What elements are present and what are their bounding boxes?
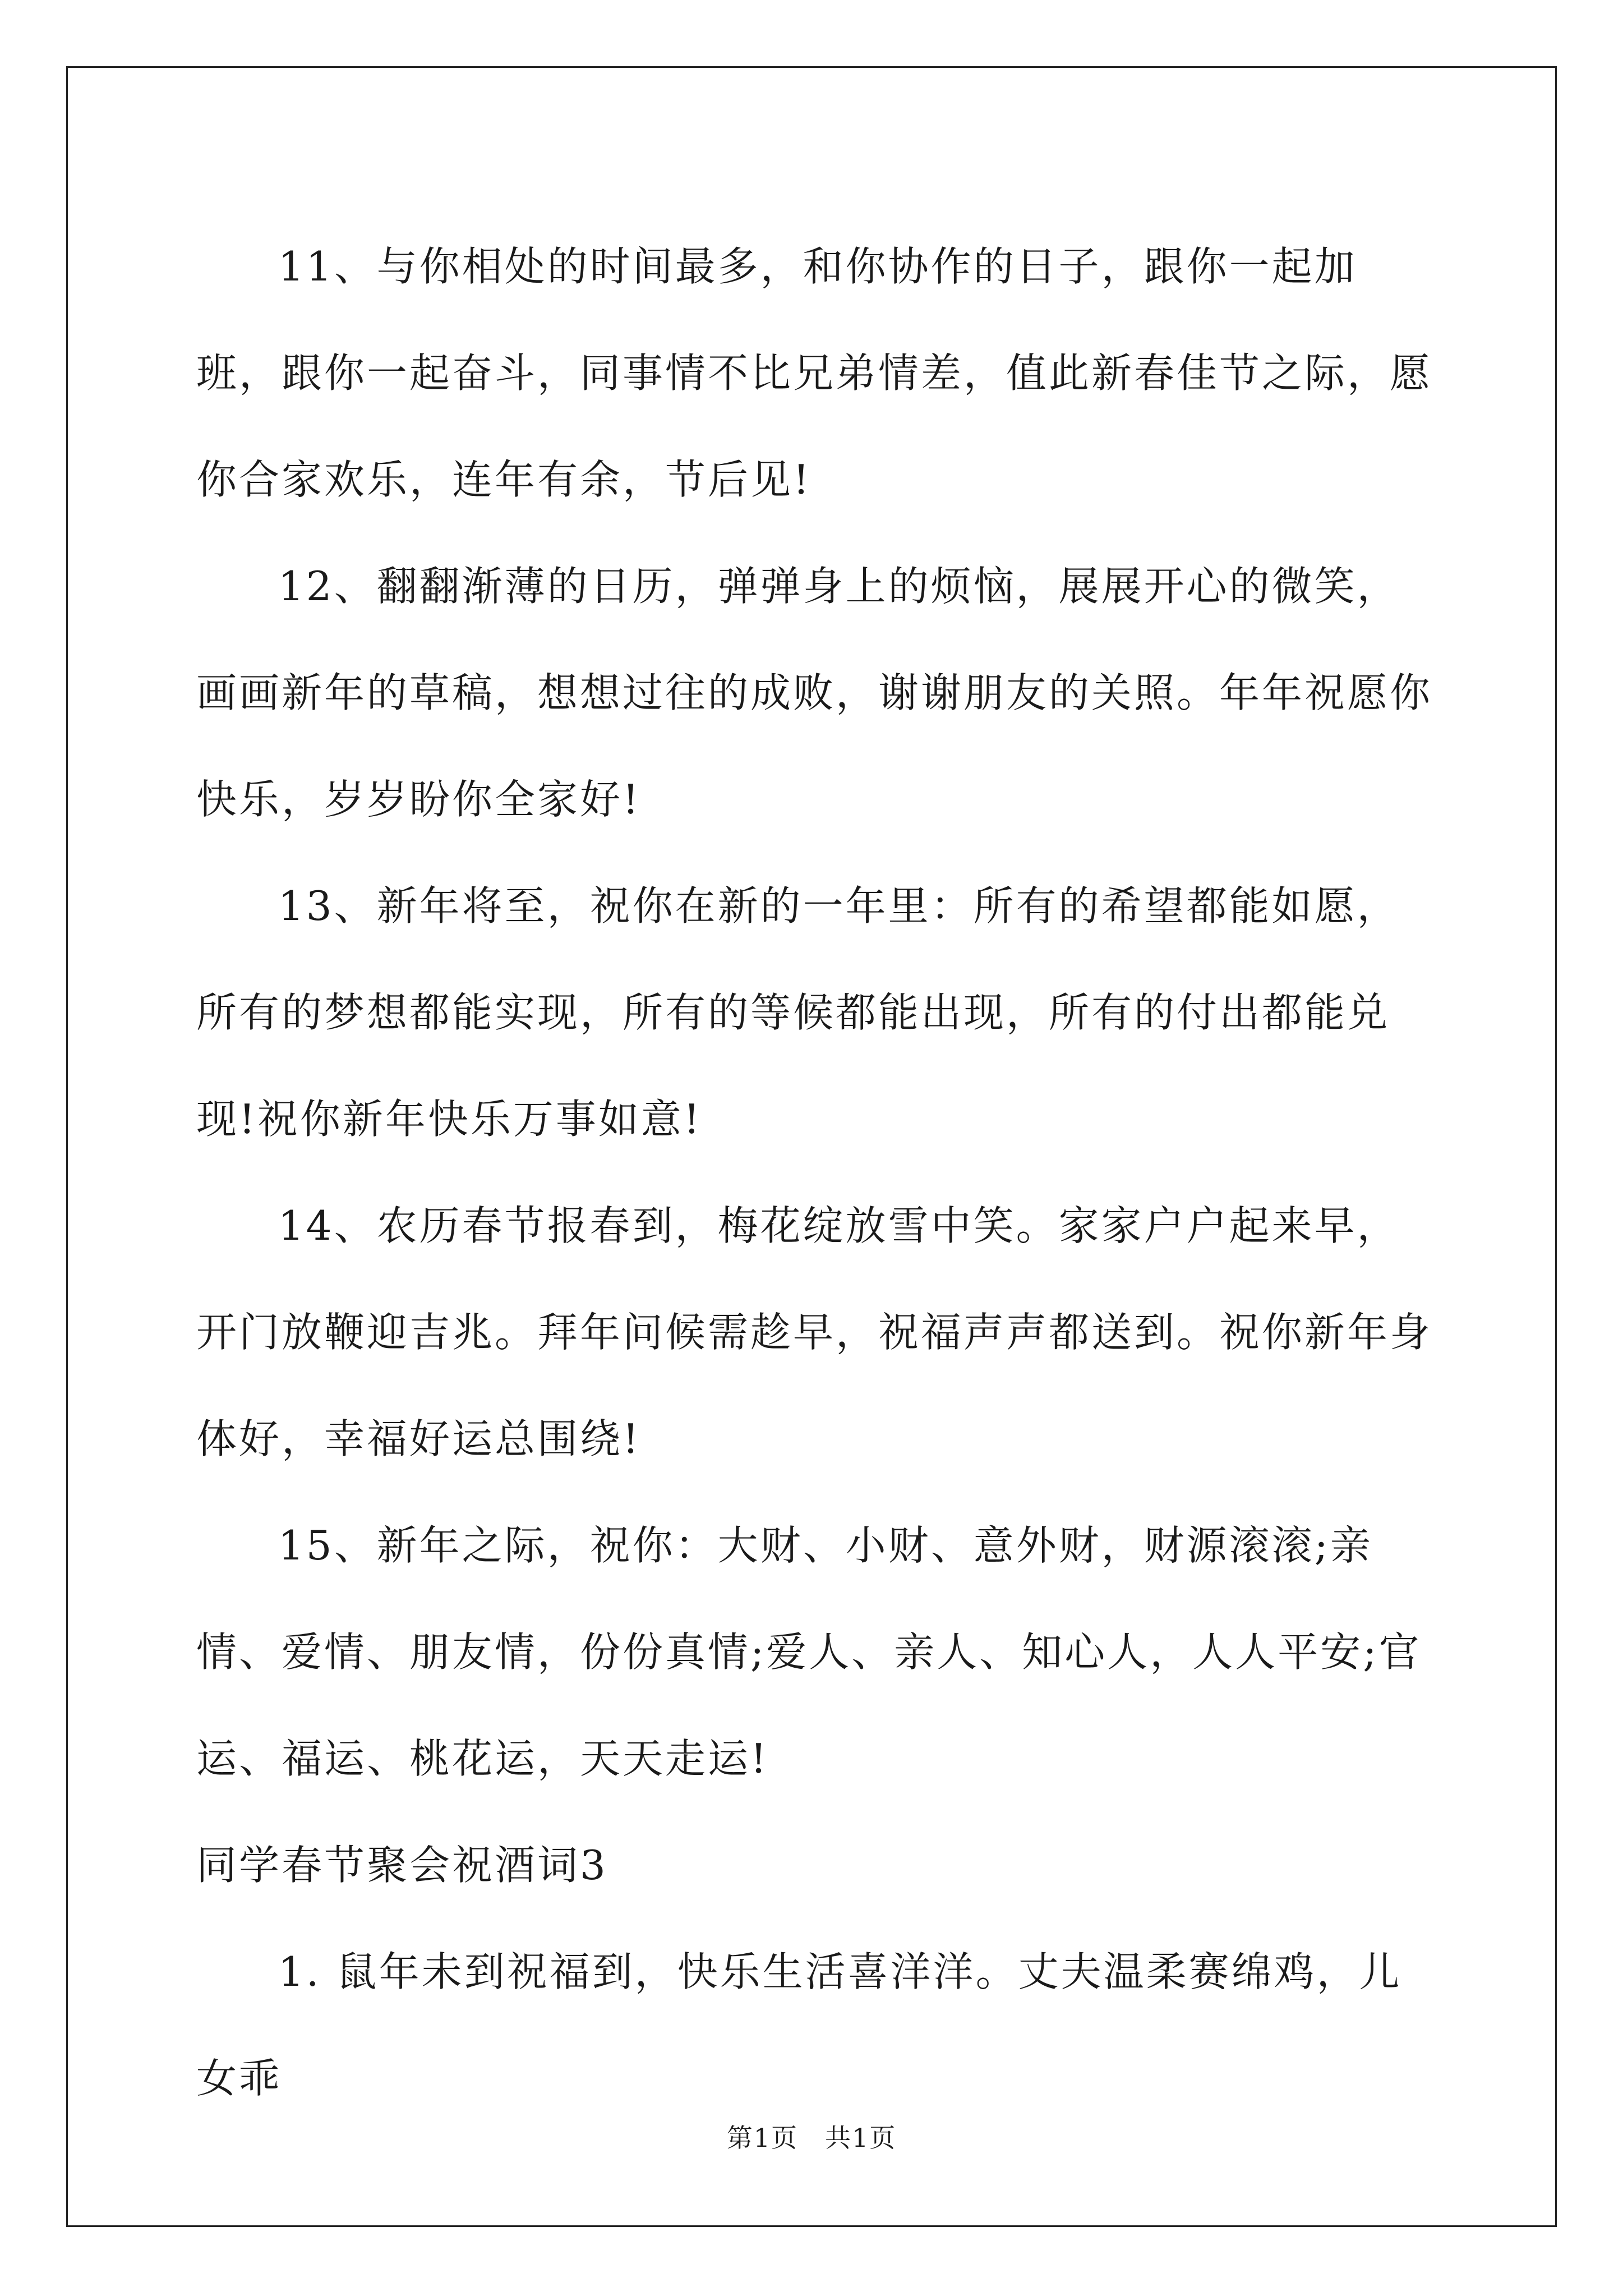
- page-number: 第1页: [726, 2123, 798, 2153]
- paragraph-12: 12、翻翻渐薄的日历，弹弹身上的烦恼，展展开心的微笑，画画新年的草稿，想想过往的成败，谢谢朋友的关照。年年祝愿你快乐，岁岁盼你全家好!: [196, 563, 1433, 823]
- paragraph-14: 14、农历春节报春到，梅花绽放雪中笑。家家户户起来早，开门放鞭迎吉兆。拜年问候需趁早，祝福声声都送到。祝你新年身体好，幸福好运总围绕!: [196, 1202, 1433, 1462]
- page-total: 共1页: [825, 2123, 897, 2153]
- section-heading: 同学春节聚会祝酒词3: [196, 1842, 608, 1889]
- paragraph-11: 11、与你相处的时间最多，和你协作的日子，跟你一起加班，跟你一起奋斗，同事情不比兄弟情差，值此新春佳节之际，愿你合家欢乐，连年有余，节后见!: [196, 243, 1433, 503]
- paragraph-15: 15、新年之际，祝你：大财、小财、意外财，财源滚滚;亲情、爱情、朋友情，份份真情;爱人、亲人、知心人，人人平安;官运、福运、桃花运，天天走运!: [196, 1522, 1422, 1782]
- paragraph-13: 13、新年将至，祝你在新的一年里：所有的希望都能如愿，所有的梦想都能实现，所有的等候都能出现，所有的付出都能兑现!祝你新年快乐万事如意!: [196, 882, 1400, 1143]
- paragraph-1: 1. 鼠年未到祝福到，快乐生活喜洋洋。丈夫温柔赛绵鸡，儿女乖: [196, 1948, 1402, 2102]
- page-footer: [0, 2118, 1623, 2155]
